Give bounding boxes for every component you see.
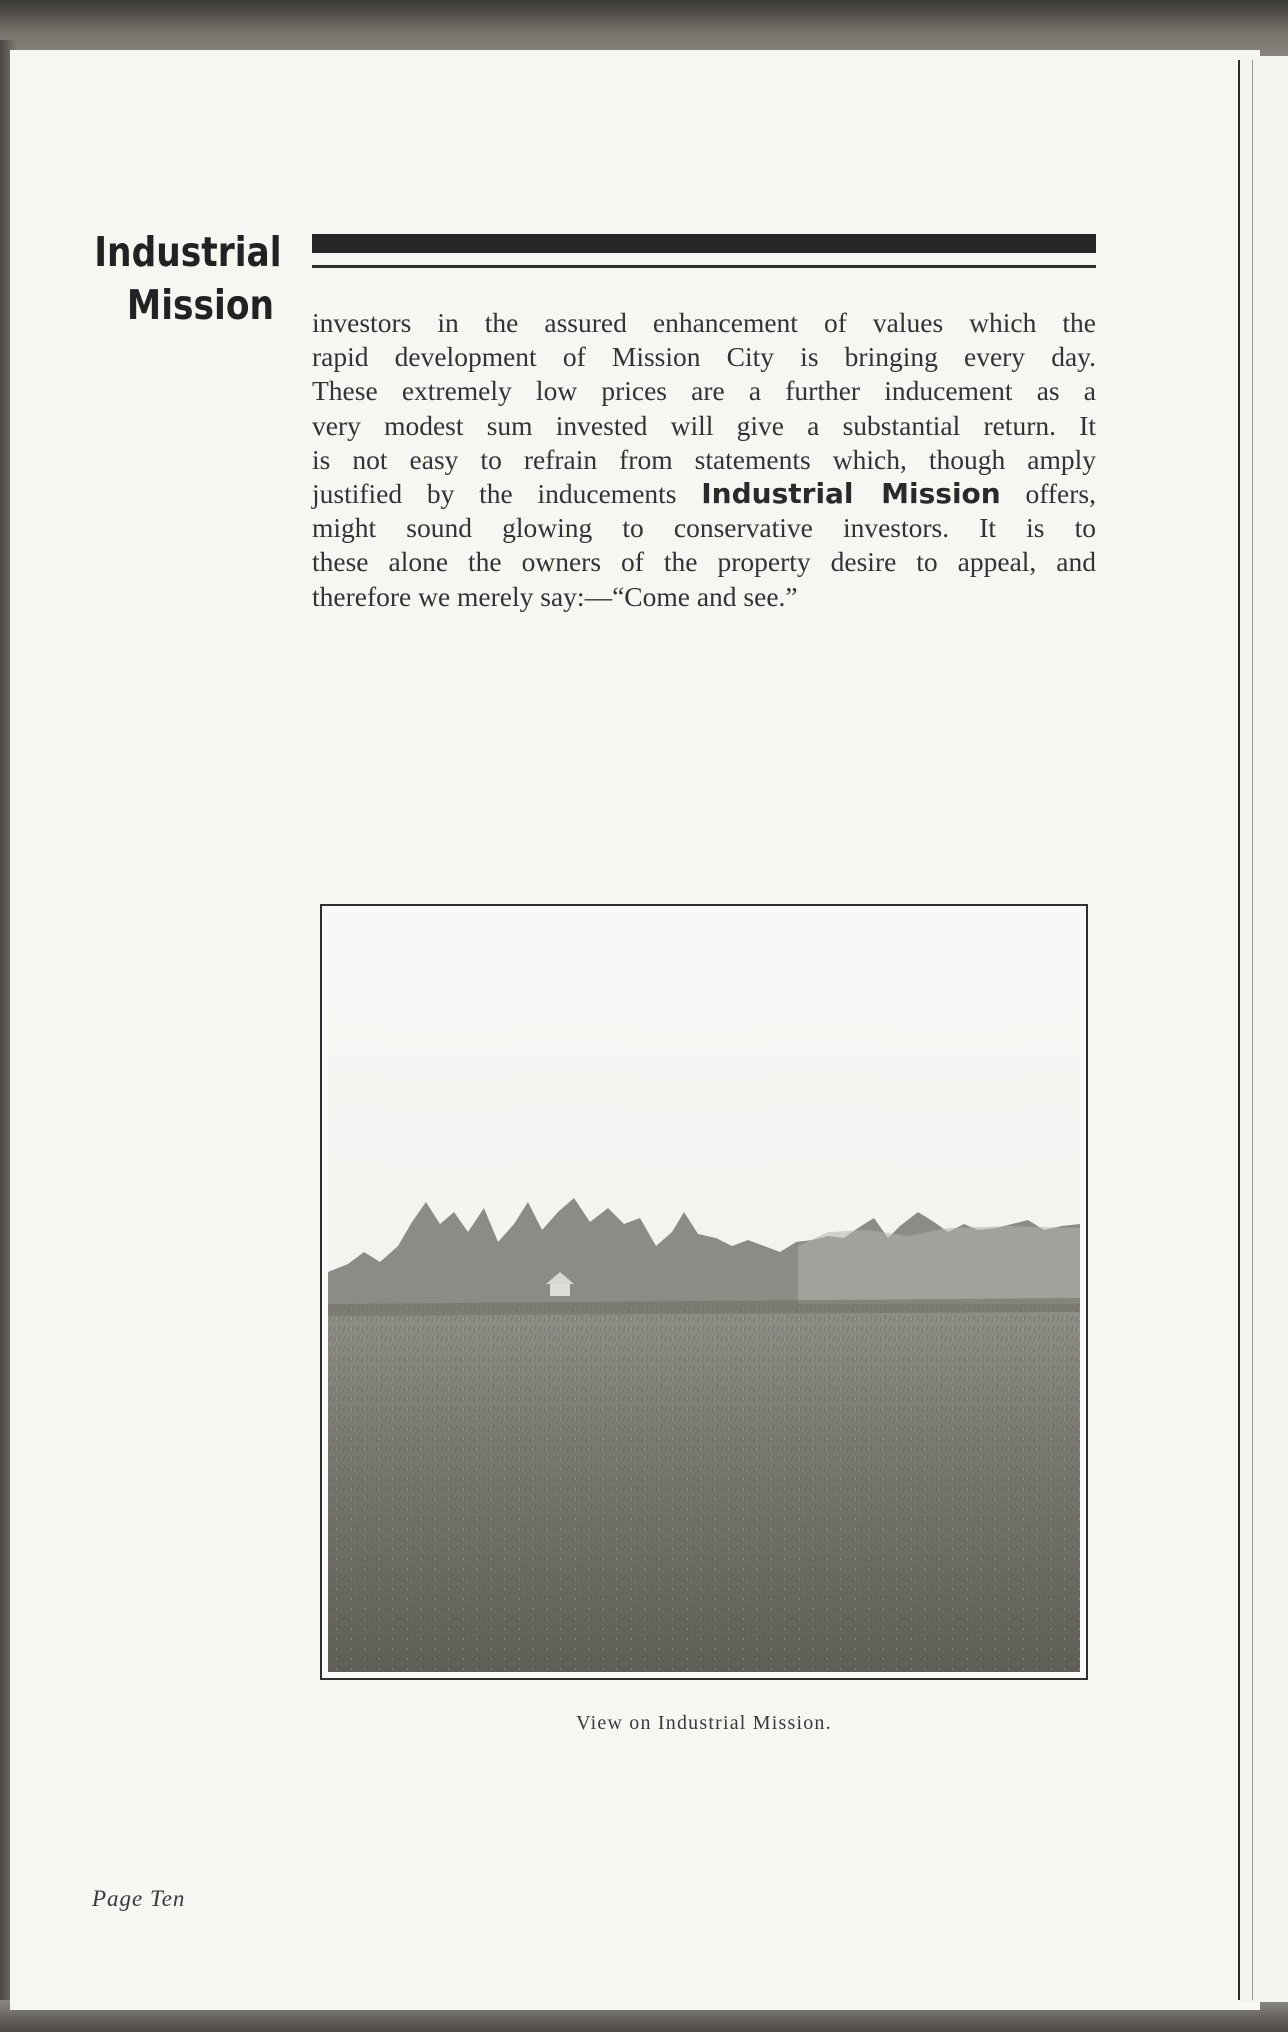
photo-frame	[320, 904, 1088, 1680]
body-line: very modest sum invested will give a substantial return. It	[312, 409, 1096, 441]
section-heading-line1: Industrial	[94, 228, 282, 276]
body-line: therefore we merely say:—“Come and see.”	[312, 580, 798, 612]
body-text-segment: offers,	[1000, 478, 1096, 510]
body-paragraph	[312, 306, 1096, 614]
body-text-segment: justified by the inducements	[312, 478, 702, 510]
emphasis-company-name: Industrial Mission	[701, 477, 1001, 511]
page-gutter-rule	[1238, 60, 1240, 2000]
heading-rule-thick	[312, 234, 1096, 253]
body-line: is not easy to refrain from statements which, though amply	[312, 443, 1096, 475]
body-line: rapid development of Mission City is bringing every day.	[312, 341, 1096, 373]
body-line: might sound glowing to conservative investors. It is to	[312, 512, 1096, 544]
photo-caption: View on Industrial Mission.	[576, 1712, 832, 1734]
body-line-with-emphasis	[312, 477, 1096, 511]
scan-edge-top	[0, 0, 1288, 56]
body-line: These extremely low prices are a further inducement as a	[312, 375, 1096, 407]
section-heading	[94, 226, 282, 332]
body-line: these alone the owners of the property desire to appeal, and	[312, 546, 1096, 578]
heading-rule-thin	[312, 265, 1096, 268]
facing-page-edge	[1238, 56, 1288, 2002]
page-gutter-rule-thin	[1252, 60, 1253, 2000]
body-line: investors in the assured enhancement of values which the	[312, 307, 1096, 338]
section-heading-line2: Mission	[126, 281, 274, 329]
page-number: Page Ten	[92, 1886, 186, 1911]
field-photograph	[328, 912, 1080, 1672]
